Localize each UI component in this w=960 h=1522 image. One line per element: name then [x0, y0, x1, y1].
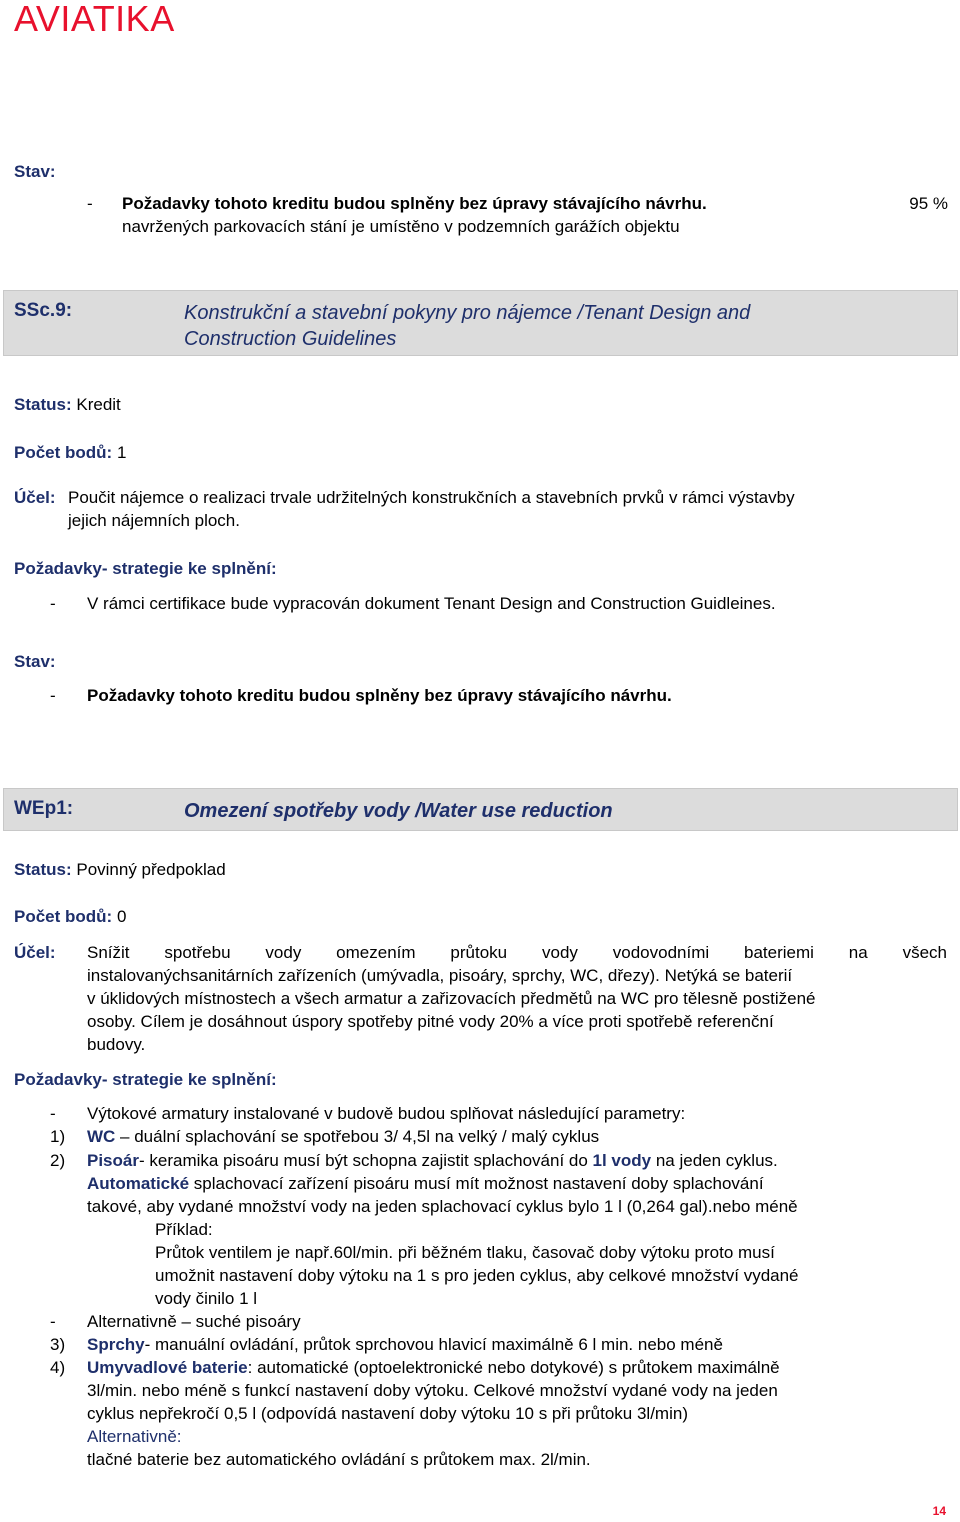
- item-sprchy-rest: - manuální ovládání, průtok sprchovou hlavicí maximálně 6 l min. nebo méně: [144, 1335, 723, 1354]
- points-label: Počet bodů:: [14, 443, 113, 462]
- item-pisoar-rest-b: na jeden cyklus.: [651, 1151, 778, 1170]
- status-row: [14, 858, 226, 881]
- status-value: Povinný předpoklad: [76, 860, 226, 879]
- dash: -: [87, 194, 93, 213]
- item-sprchy-bold: Sprchy: [87, 1335, 145, 1354]
- status-label: Status:: [14, 395, 72, 414]
- item-pisoar-bold3: Automatické: [87, 1174, 190, 1193]
- item-umyvadla-line1: [87, 1356, 780, 1379]
- stav-top-line1: [122, 192, 948, 215]
- ucel-line2: jejich nájemních ploch.: [68, 511, 240, 530]
- points-row: [14, 905, 126, 928]
- ucel-line1: Poučit nájemce o realizaci trvale udržitelných konstrukčních a stavebních prvků v rámci výstavby: [68, 488, 795, 507]
- item-pisoar-line2-rest: splachovací zařízení pisoáru musí mít možnost nastavení doby splachování: [189, 1174, 764, 1193]
- req-item: V rámci certifikace bude vypracován dokument Tenant Design and Construction Guidleines.: [87, 594, 776, 613]
- item-pisoar-rest-a: - keramika pisoáru musí být schopna zajistit splachování do: [138, 1151, 593, 1170]
- item-umyvadla-bold: Umyvadlové baterie: [87, 1358, 248, 1377]
- item-umyvadla-line2: 3l/min. nebo méně s funkcí nastavení doby výtoku. Celkové množství vydané vody na jeden: [87, 1381, 778, 1400]
- item-pisoar-line2: [87, 1172, 764, 1195]
- status-label: Status:: [14, 860, 72, 879]
- stav-item: Požadavky tohoto kreditu budou splněny bez úpravy stávajícího návrhu.: [87, 686, 672, 705]
- ucel-line2: instalovanýchsanitárních zařízeních (umývadla, pisoáry, sprchy, WC, dřezy). Netýká se baterií: [87, 966, 793, 985]
- stav-top-percent: 95 %: [909, 194, 948, 213]
- logo: AVIATIKA: [14, 0, 175, 39]
- req-intro: Výtokové armatury instalované v budově budou splňovat následující parametry:: [87, 1104, 686, 1123]
- stav-label-top: Stav:: [14, 162, 56, 181]
- item-wc-rest: – duální splachování se spotřebou 3/ 4,5l na velký / malý cyklus: [115, 1127, 600, 1146]
- item-number: 4): [50, 1358, 66, 1377]
- item-number: 3): [50, 1335, 66, 1354]
- item-pisoar-line1: [87, 1149, 778, 1172]
- dash: -: [50, 1104, 56, 1123]
- example-line1: Průtok ventilem je např.60l/min. při běžném tlaku, časovač doby výtoku proto musí: [155, 1243, 775, 1262]
- item-number: 2): [50, 1151, 66, 1170]
- req-label: Požadavky- strategie ke splnění:: [14, 1070, 277, 1089]
- item-wc: [87, 1125, 599, 1148]
- item-umyvadla-rest: : automatické (optoelektronické nebo dotykové) s průtokem maximálně: [247, 1358, 780, 1377]
- alt-label: Alternativně:: [87, 1427, 182, 1446]
- alt-line: tlačné baterie bez automatického ovládání s průtokem max. 2l/min.: [87, 1450, 591, 1469]
- item-pisoar-bold2: 1l vody: [592, 1151, 652, 1170]
- item-pisoar-bold: Pisoár: [87, 1151, 139, 1170]
- dash: -: [50, 1312, 56, 1331]
- section-code: SSc.9:: [14, 300, 73, 321]
- section-title-line1: Konstrukční a stavební pokyny pro nájemce /Tenant Design and: [184, 302, 751, 324]
- section-title: Omezení spotřeby vody /Water use reduction: [184, 800, 613, 822]
- example-line3: vody činilo 1 l: [155, 1289, 258, 1308]
- status-value: Kredit: [76, 395, 121, 414]
- dash: -: [50, 686, 56, 705]
- alt-dry-urinals: Alternativně – suché pisoáry: [87, 1312, 301, 1331]
- ucel-line1: Snížit spotřebu vody omezením průtoku vody vodovodními bateriemi na všech: [87, 943, 947, 962]
- page-number: 14: [932, 1504, 946, 1518]
- section-bar-wep1: [3, 788, 958, 831]
- ucel-line4: osoby. Cílem je dosáhnout úspory spotřeby pitné vody 20% a více proti spotřebě referenční: [87, 1012, 774, 1031]
- ucel-label: Účel:: [14, 943, 56, 962]
- req-label: Požadavky- strategie ke splnění:: [14, 559, 277, 578]
- item-wc-bold: WC: [87, 1127, 116, 1146]
- item-sprchy: [87, 1333, 723, 1356]
- stav-label: Stav:: [14, 652, 56, 671]
- ucel-label: Účel:: [14, 488, 56, 507]
- example-label: Příklad:: [155, 1220, 213, 1239]
- stav-top-line2: navržených parkovacích stání je umístěno v podzemních garážích objektu: [122, 217, 680, 236]
- example-line2: umožnit nastavení doby výtoku na 1 s pro jeden cyklus, aby celkové množství vydané: [155, 1266, 799, 1285]
- section-title-line2: Construction Guidelines: [184, 328, 397, 350]
- ucel-line5: budovy.: [87, 1035, 146, 1054]
- points-value: 0: [116, 907, 127, 926]
- item-pisoar-line3: takové, aby vydané množství vody na jeden splachovací cyklus bylo 1 l (0,264 gal).nebo méně: [87, 1197, 798, 1216]
- item-umyvadla-line3: cyklus nepřekročí 0,5 l (odpovídá nastavení doby výtoku 10 s při průtoku 3l/min): [87, 1404, 688, 1423]
- section-bar-ssc9: [3, 290, 958, 356]
- item-number: 1): [50, 1127, 66, 1146]
- ucel-line3: v úklidových místnostech a všech armatur a zařizovacích předmětů na WC pro tělesně postižené: [87, 989, 816, 1008]
- points-row: [14, 441, 126, 464]
- points-value: 1: [116, 443, 127, 462]
- status-row: [14, 393, 121, 416]
- stav-top-bold: Požadavky tohoto kreditu budou splněny bez úpravy stávajícího návrhu.: [122, 194, 707, 213]
- section-code: WEp1:: [14, 798, 74, 819]
- points-label: Počet bodů:: [14, 907, 113, 926]
- dash: -: [50, 594, 56, 613]
